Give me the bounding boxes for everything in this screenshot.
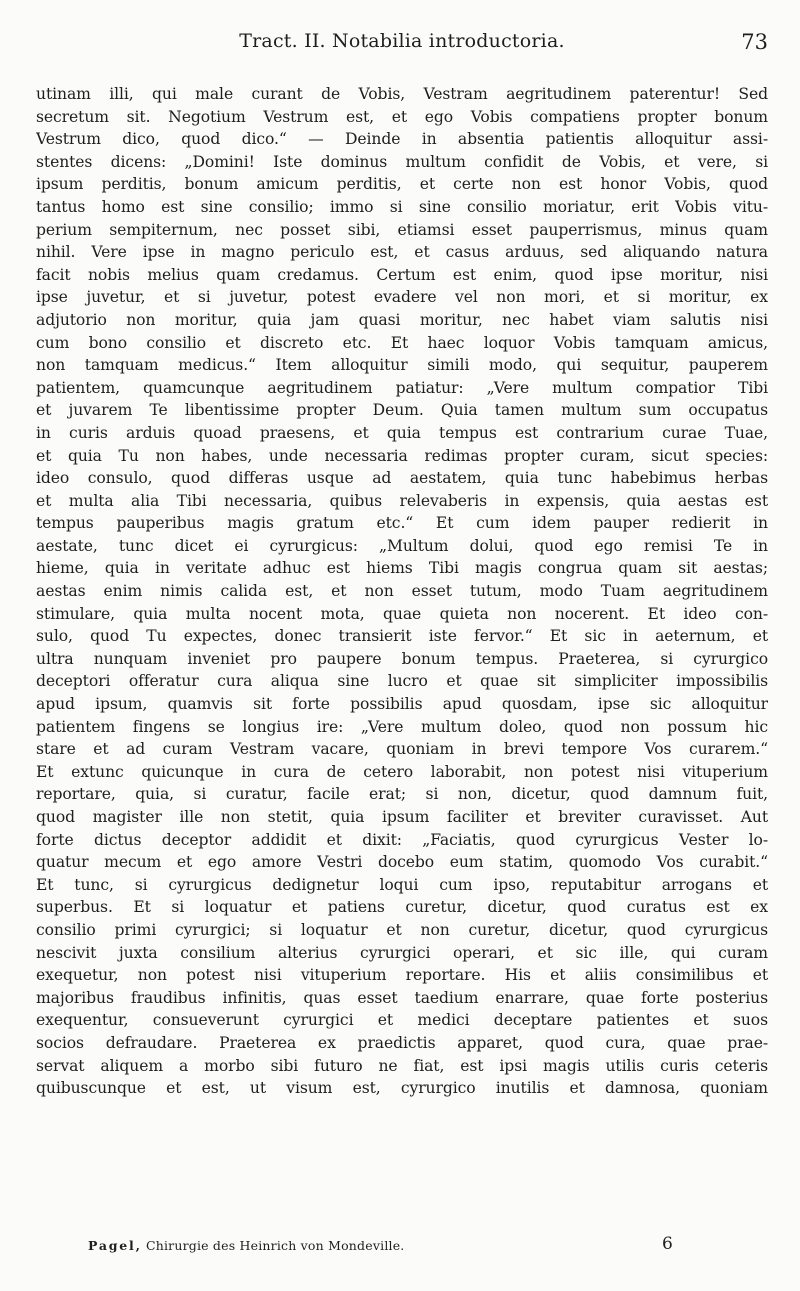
text-line: quod magister ille non stetit, quia ipsum faciliter et breviter curavisset. Aut — [36, 808, 768, 826]
text-line: et multa alia Tibi necessaria, quibus relevaberis in expensis, quia aestas est — [36, 491, 768, 510]
signature-number: 6 — [662, 1234, 673, 1254]
text-line: stimulare, quia multa nocent mota, quae quieta non nocerent. Et ideo con- — [36, 604, 768, 623]
text-line: forte dictus deceptor addidit et dixit: „Faciatis, quod cyrurgicus Vester lo- — [36, 830, 768, 849]
text-line: Et tunc, si cyrurgicus dedignetur loqui cum ipso, reputabitur arrogans et — [36, 875, 768, 894]
text-line: non tamquam medicus.“ Item alloquitur simili modo, qui sequitur, pauperem — [36, 356, 768, 375]
printer-signature — [88, 1238, 404, 1253]
text-line: secretum sit. Negotium Vestrum est, et ego Vobis compatiens propter bonum — [36, 107, 768, 126]
text-line: deceptori offeratur cura aliqua sine lucro et quae sit simpliciter impossibilis — [36, 672, 768, 691]
text-line: patientem fingens se longius ire: „Vere multum doleo, quod non possum hic — [36, 717, 768, 736]
text-line: stentes dicens: „Domini! Iste dominus multum confidit de Vobis, et vere, si — [36, 152, 768, 171]
text-line: consilio primi cyrurgici; si loquatur et non curetur, dicetur, quod cyrurgicus — [36, 920, 768, 939]
text-line: et quia Tu non habes, unde necessaria redimas propter curam, sicut species: — [36, 446, 768, 465]
text-line: et juvarem Te libentissime propter Deum. Quia tamen multum sum occupatus — [36, 401, 768, 420]
text-line: exequetur, non potest nisi vituperium reportare. His et aliis consimilibus et — [36, 966, 768, 985]
text-line: aestas enim nimis calida est, et non esset tutum, modo Tuam aegritudinem — [36, 582, 768, 601]
footer — [36, 1236, 768, 1264]
running-header — [36, 30, 768, 64]
text-line: patientem, quamcunque aegritudinem patiatur: „Vere multum compatior Tibi — [36, 378, 768, 397]
text-line: quatur mecum et ego amore Vestri docebo eum statim, quomodo Vos curabit.“ — [36, 853, 768, 872]
text-line: quibuscunque et est, ut visum est, cyrurgico inutilis et damnosa, quoniam — [36, 1079, 768, 1098]
text-line: adjutorio non moritur, quia jam quasi moritur, nec habet viam salutis nisi — [36, 310, 768, 329]
text-line: servat aliquem a morbo sibi futuro ne fiat, est ipsi magis utilis curis ceteris — [36, 1056, 768, 1075]
text-line: Et extunc quicunque in cura de cetero laborabit, non potest nisi vituperium — [36, 762, 768, 781]
body-text — [36, 83, 768, 1100]
text-line: socios defraudare. Praeterea ex praedictis apparet, quod cura, quae prae- — [36, 1033, 768, 1052]
running-title: Tract. II. Notabilia introductoria. — [239, 30, 565, 52]
text-line: tempus pauperibus magis gratum etc.“ Et cum idem pauper redierit in — [36, 514, 768, 533]
text-line: stare et ad curam Vestram vacare, quoniam in brevi tempore Vos curarem.“ — [36, 740, 768, 759]
text-line: ipse juvetur, et si juvetur, potest evadere vel non mori, et si moritur, ex — [36, 288, 768, 307]
text-line: superbus. Et si loquatur et patiens curetur, dicetur, quod curatus est ex — [36, 898, 768, 917]
text-line: in curis arduis quoad praesens, et quia tempus est contrarium curae Tuae, — [36, 423, 768, 442]
text-line: ideo consulo, quod differas usque ad aestatem, quia tunc habebimus herbas — [36, 469, 768, 488]
text-line: cum bono consilio et discreto etc. Et haec loquor Vobis tamquam amicus, — [36, 333, 768, 352]
text-line: ipsum perditis, bonum amicum perditis, et certe non est honor Vobis, quod — [36, 175, 768, 194]
text-line: utinam illi, qui male curant de Vobis, Vestram aegritudinem paterentur! Sed — [36, 85, 768, 103]
text-line: nihil. Vere ipse in magno periculo est, et casus arduus, sed aliquando natura — [36, 243, 768, 262]
text-line: tantus homo est sine consilio; immo si sine consilio moriatur, erit Vobis vitu- — [36, 197, 768, 216]
signature-author: Pagel, — [88, 1238, 142, 1253]
text-line: facit nobis melius quam credamus. Certum est enim, quod ipse moritur, nisi — [36, 265, 768, 284]
signature-work: Chirurgie des Heinrich von Mondeville. — [145, 1238, 405, 1253]
text-line: perium sempiternum, nec posset sibi, etiamsi esset pauperrismus, minus quam — [36, 220, 768, 239]
text-line: ultra nunquam inveniet pro paupere bonum tempus. Praeterea, si cyrurgico — [36, 649, 768, 668]
text-line: majoribus fraudibus infinitis, quas esset taedium enarrare, quae forte posterius — [36, 988, 768, 1007]
page-number: 73 — [741, 30, 768, 54]
text-line: sulo, quod Tu expectes, donec transierit iste fervor.“ Et sic in aeternum, et — [36, 627, 768, 646]
text-line: exequentur, consueverunt cyrurgici et medici deceptare patientes et suos — [36, 1011, 768, 1030]
text-line: reportare, quia, si curatur, facile erat; si non, dicetur, quod damnum fuit, — [36, 785, 768, 804]
text-line: hieme, quia in veritate adhuc est hiems Tibi magis congrua quam sit aestas; — [36, 559, 768, 578]
text-line: Vestrum dico, quod dico.“ — Deinde in absentia patientis alloquitur assi- — [36, 130, 768, 149]
text-line: apud ipsum, quamvis sit forte possibilis apud quosdam, ipse sic alloquitur — [36, 695, 768, 714]
text-line: nescivit juxta consilium alterius cyrurgici operari, et sic ille, qui curam — [36, 943, 768, 962]
text-line: aestate, tunc dicet ei cyrurgicus: „Multum dolui, quod ego remisi Te in — [36, 536, 768, 555]
